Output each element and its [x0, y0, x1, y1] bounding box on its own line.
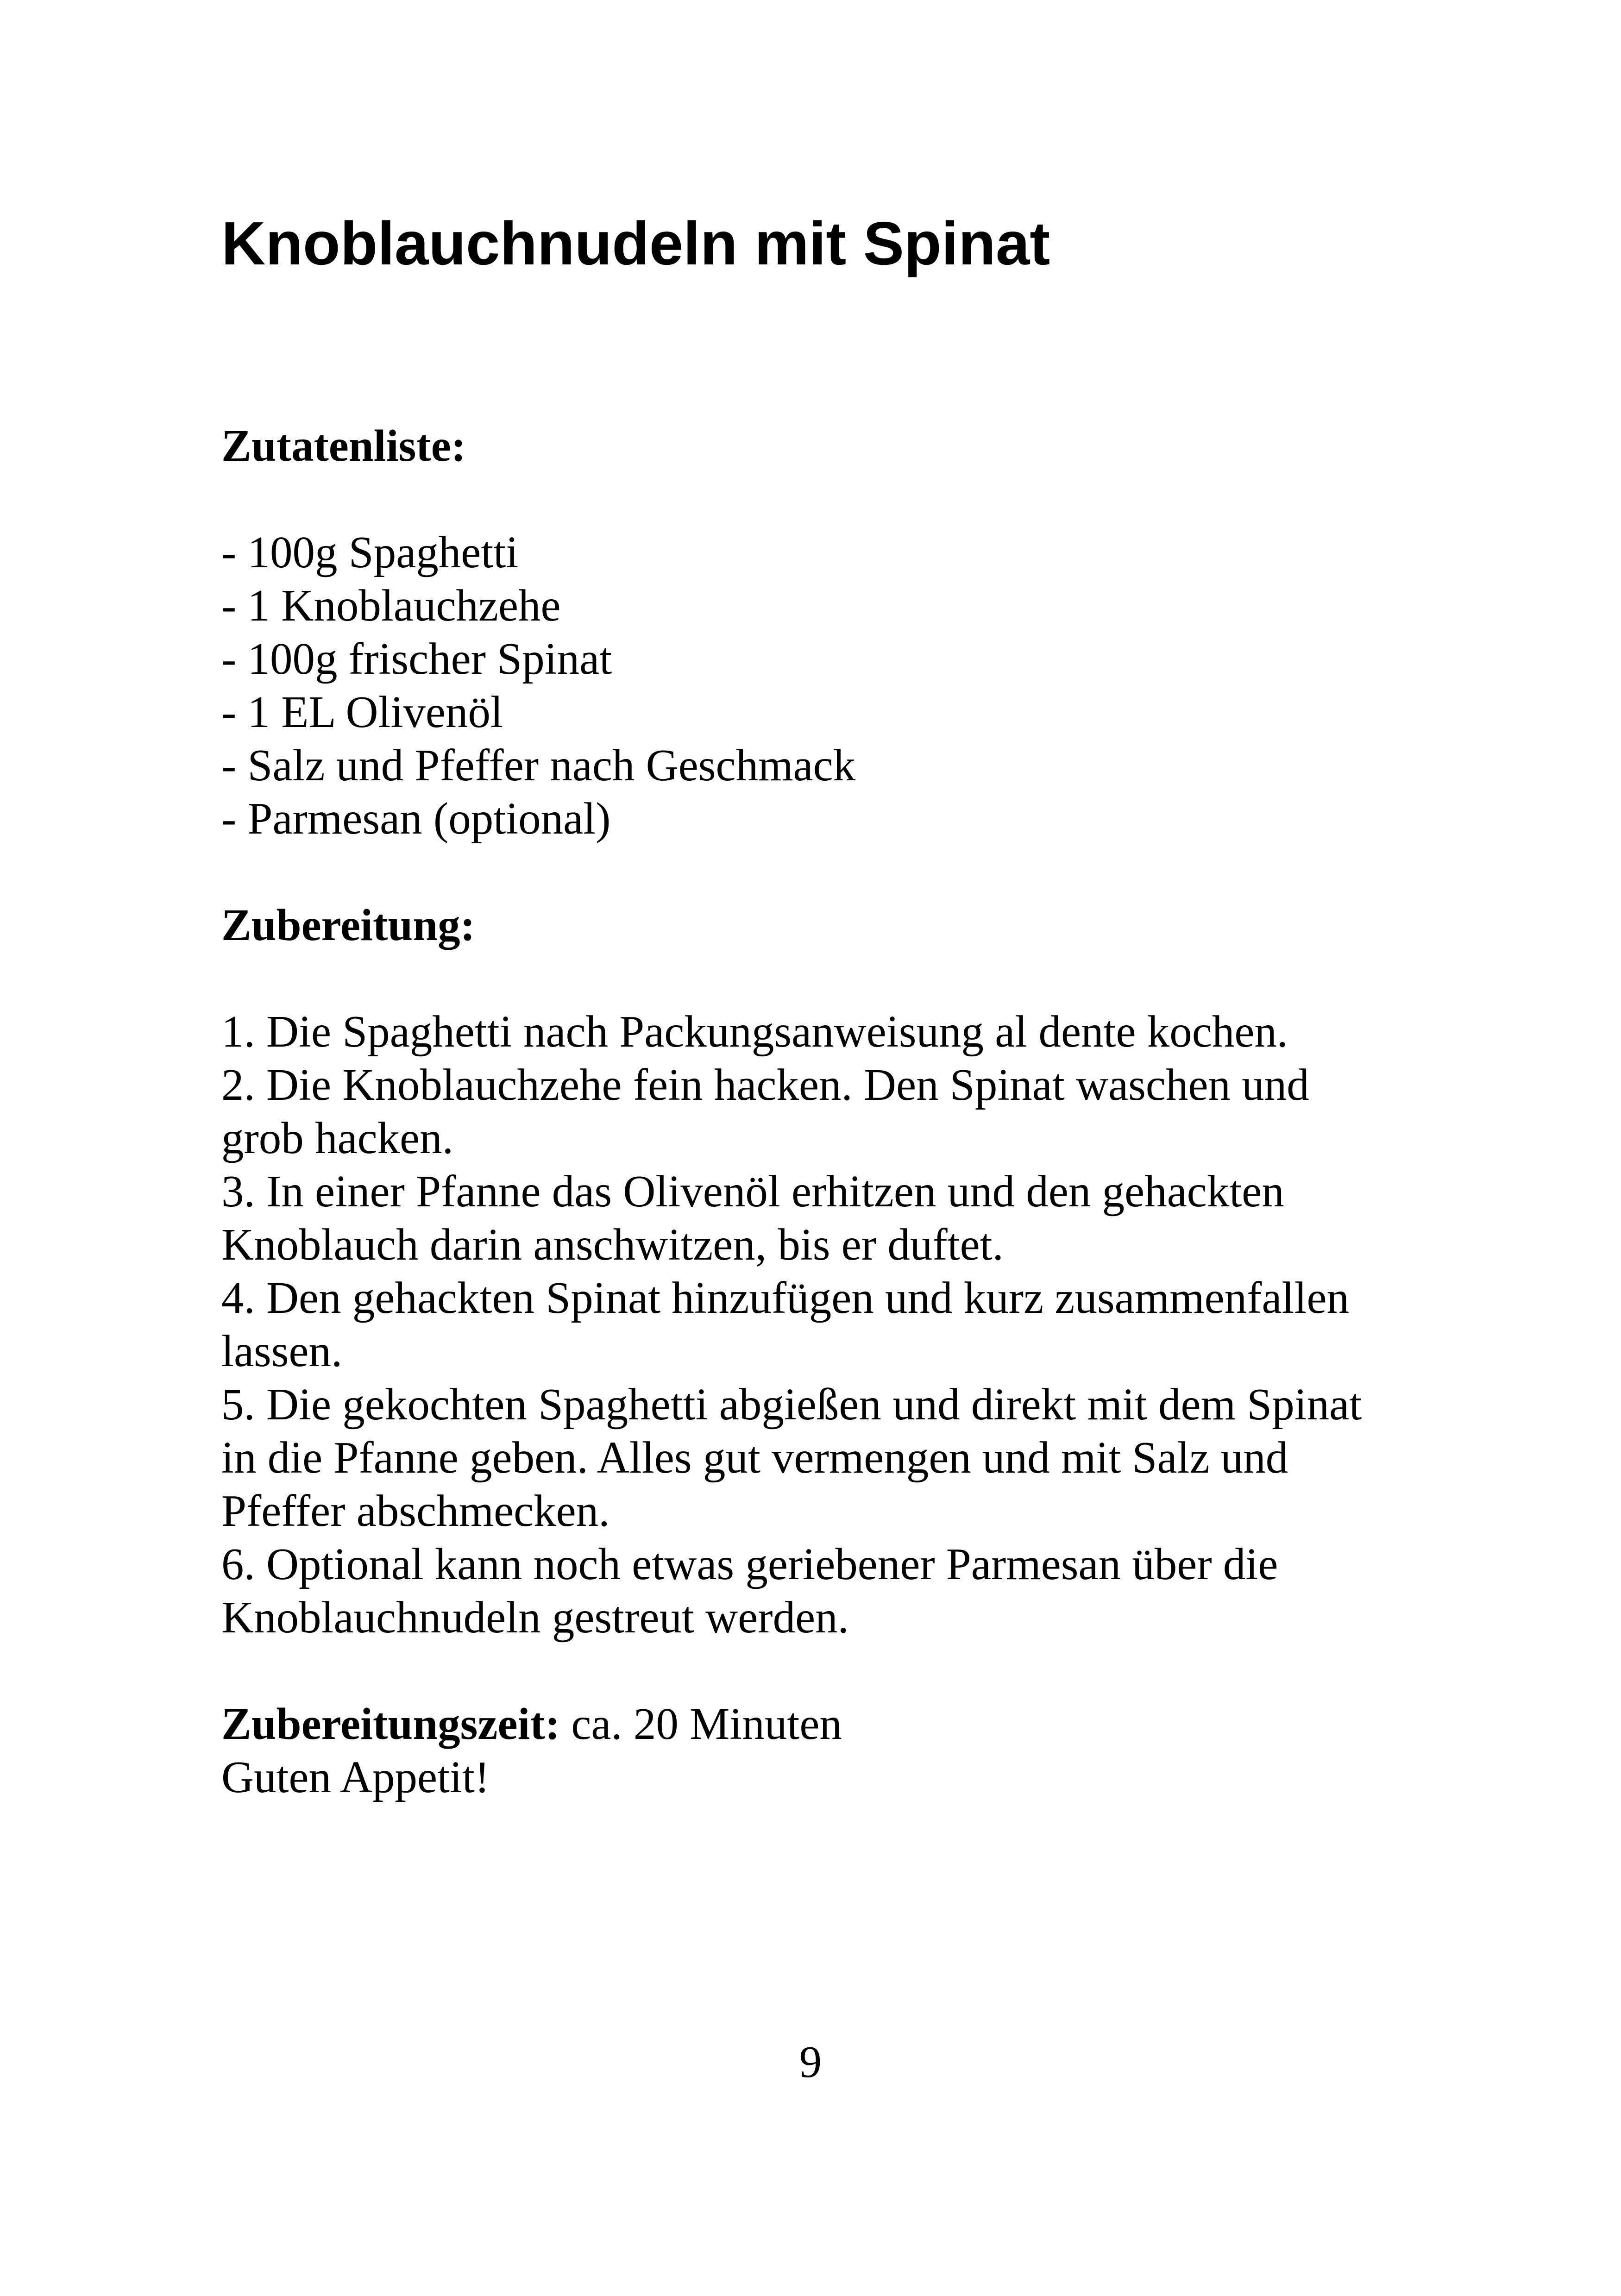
ingredient-item: - 100g frischer Spinat [221, 634, 612, 684]
step-item [221, 1058, 1426, 1165]
ingredient-item: - Parmesan (optional) [221, 794, 611, 843]
step-line: grob hacken. [221, 1113, 453, 1163]
recipe-body [221, 419, 1426, 1804]
step-line: 3. In einer Pfanne das Olivenöl erhitzen und den gehackten [221, 1167, 1284, 1216]
step-line: 5. Die gekochten Spaghetti abgießen und direkt mit dem Spinat [221, 1380, 1362, 1429]
step-item [221, 1537, 1426, 1644]
step-list [221, 1005, 1426, 1644]
step-line: lassen. [221, 1326, 343, 1376]
prep-time [221, 1697, 1426, 1750]
closing-line: Guten Appetit! [221, 1752, 490, 1802]
step-item [221, 1165, 1426, 1271]
ingredient-item: - Salz und Pfeffer nach Geschmack [221, 740, 856, 790]
step-line: 4. Den gehackten Spinat hinzufügen und kurz zusammenfallen [221, 1273, 1349, 1323]
step-item [221, 1378, 1426, 1537]
prep-time-label: Zubereitungszeit: [221, 1699, 560, 1749]
ingredients-heading: Zutatenliste: [221, 421, 466, 470]
step-item [221, 1271, 1426, 1378]
preparation-heading: Zubereitung: [221, 900, 475, 950]
ingredient-item: - 100g Spaghetti [221, 527, 519, 577]
step-line: Knoblauchnudeln gestreut werden. [221, 1593, 849, 1642]
ingredient-item: - 1 EL Olivenöl [221, 687, 503, 737]
recipe-title: Knoblauchnudeln mit Spinat [221, 209, 1050, 277]
step-line: 1. Die Spaghetti nach Packungsanweisung al dente kochen. [221, 1007, 1288, 1056]
page-number: 9 [799, 2037, 822, 2087]
step-line: Pfeffer abschmecken. [221, 1486, 610, 1536]
step-item [221, 1005, 1426, 1058]
step-line: Knoblauch darin anschwitzen, bis er duftet. [221, 1220, 1004, 1269]
step-line: in die Pfanne geben. Alles gut vermengen und mit Salz und [221, 1433, 1288, 1482]
step-line: 6. Optional kann noch etwas geriebener Parmesan über die [221, 1539, 1278, 1589]
step-line: 2. Die Knoblauchzehe fein hacken. Den Spinat waschen und [221, 1060, 1309, 1110]
ingredient-item: - 1 Knoblauchzehe [221, 581, 561, 630]
ingredient-list [221, 526, 1426, 845]
prep-time-value: ca. 20 Minuten [560, 1699, 842, 1749]
